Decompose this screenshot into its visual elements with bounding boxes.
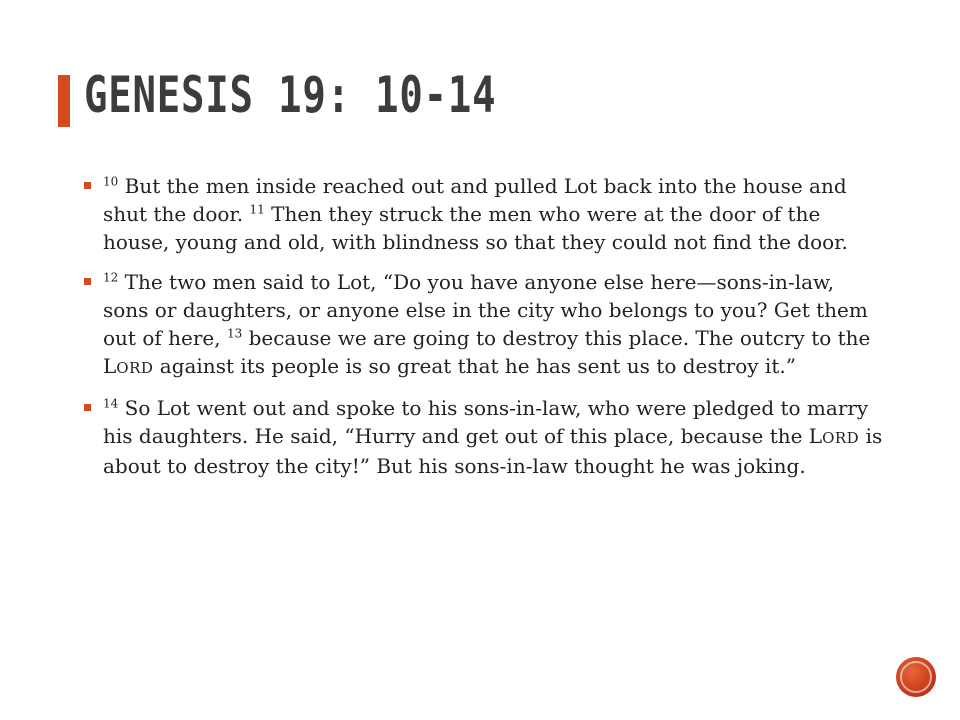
verse-bullet-2 — [84, 268, 884, 382]
bullet-square-icon — [84, 182, 91, 189]
small-caps-lord: ORD — [822, 429, 860, 447]
next-slide-button[interactable] — [896, 657, 936, 697]
verse-bullet-1 — [84, 172, 884, 256]
verse-list — [84, 172, 884, 492]
verse-number: 13 — [226, 326, 243, 341]
verse-text-1: $^{10}$ But the men inside reached out and pulled Lot back into the house and shut the door. $^{11}$ Then they struck the men who were at the door of the house, young and old, with blindness so that they could not find the door. — [103, 174, 848, 254]
small-caps-lord: ORD — [116, 359, 154, 377]
bullet-square-icon — [84, 404, 91, 411]
verse-number: 11 — [249, 202, 265, 217]
verse-bullet-3 — [84, 394, 884, 480]
verse-text-2: $^{12}$ The two men said to Lot, “Do you have anyone else here—sons-in-law, sons or daughters, or anyone else in the city who belongs to you? Get them out of here, $^{13}$ because we are going to destroy this place. The outcry to the LORD against its people is so great that he has sent us to destroy it.” — [103, 270, 871, 378]
verse-number: 10 — [103, 174, 119, 189]
verse-number: 12 — [103, 270, 119, 285]
verse-text-3: $^{14}$ So Lot went out and spoke to his sons-in-law, who were pledged to marry his daughters. He said, “Hurry and get out of this place, because the LORD is about to destroy the city!” But his sons-in-law thought he was joking. — [103, 396, 883, 478]
slide-title: GENESIS 19: 10-14 — [84, 66, 497, 124]
bullet-square-icon — [84, 278, 91, 285]
title-accent-bar — [58, 75, 70, 127]
verse-number: 14 — [103, 396, 119, 411]
next-slide-circle-icon — [900, 661, 932, 693]
